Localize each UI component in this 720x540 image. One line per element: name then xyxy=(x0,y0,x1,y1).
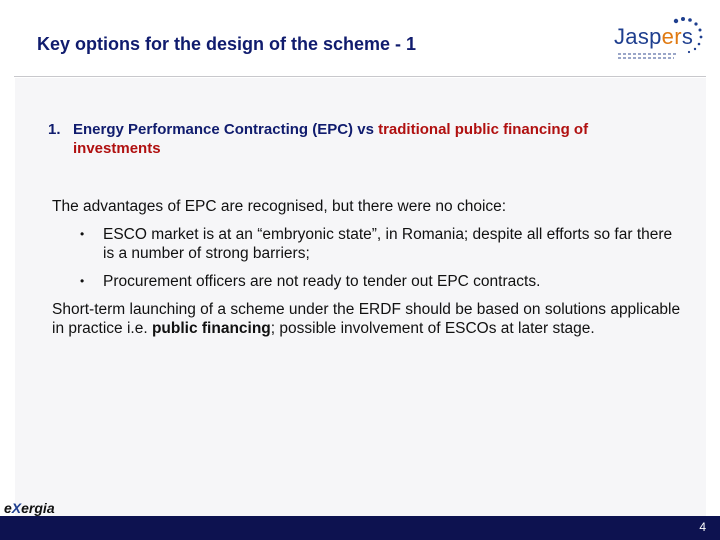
page-number: 4 xyxy=(699,520,706,534)
logo-wordmark: Jaspers xyxy=(614,24,694,49)
heading-text: Energy Performance Contracting (EPC) vs traditional public financing of investments xyxy=(73,121,589,157)
heading-emphasis: traditional public financing of investments xyxy=(73,121,589,157)
bullet-dot-icon: • xyxy=(80,227,85,241)
jaspers-logo xyxy=(610,16,706,64)
intro-text: The advantages of EPC are recognised, but there were no choice: xyxy=(52,198,507,215)
title-divider xyxy=(14,76,706,77)
exergia-logo: eXergia xyxy=(4,500,55,516)
bullet-dot-icon: • xyxy=(80,274,85,288)
conclusion-text: Short-term launching of a scheme under the ERDF should be based on solutions applicable in practice i.e. public financing; possible involvement of ESCOs at later stage. xyxy=(52,301,681,337)
logo-star-arc-icon xyxy=(668,16,708,56)
bullet-list xyxy=(80,225,680,291)
footer-bar xyxy=(0,516,720,540)
heading-number: 1. xyxy=(48,121,61,138)
slide-title: Key options for the design of the scheme - 1 xyxy=(37,34,417,54)
list-item: • Procurement officers are not ready to tender out EPC contracts. xyxy=(80,273,541,290)
list-item: • ESCO market is at an “embryonic state”, in Romania; despite all efforts so far there is a number of strong barriers; xyxy=(80,226,673,262)
section-heading xyxy=(48,120,658,158)
conclusion-emphasis: public financing xyxy=(151,320,271,337)
logo-tagline-2 xyxy=(618,57,674,59)
